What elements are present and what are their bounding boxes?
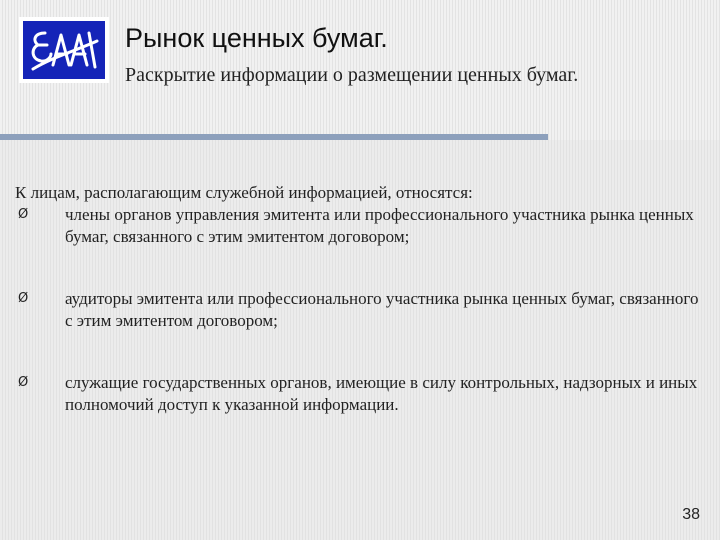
arrowhead-bullet-icon: Ø xyxy=(18,207,29,222)
list-item xyxy=(15,204,705,248)
arrowhead-bullet-icon: Ø xyxy=(18,291,29,306)
bullet-list xyxy=(15,204,705,416)
header-divider xyxy=(0,134,548,140)
list-item xyxy=(15,288,705,332)
logo xyxy=(19,17,109,83)
list-item-text: аудиторы эмитента или профессионального участника рынка ценных бумаг, связанного с этим эмитентом договором; xyxy=(65,289,699,330)
list-item xyxy=(15,372,705,416)
arrowhead-bullet-icon: Ø xyxy=(18,375,29,390)
monogram-logo-icon xyxy=(23,21,105,79)
slide-content xyxy=(15,182,705,416)
page-number: 38 xyxy=(682,506,700,523)
page-title: Рынок ценных бумаг. xyxy=(125,23,388,53)
list-item-text: члены органов управления эмитента или профессионального участника рынка ценных бумаг, связанного с этим эмитентом договором; xyxy=(65,205,694,246)
list-item-text: служащие государственных органов, имеющие в силу контрольных, надзорных и иных полномочий доступ к указанной информации. xyxy=(65,373,698,414)
page-subtitle: Раскрытие информации о размещении ценных бумаг. xyxy=(125,64,579,86)
lead-paragraph: К лицам, располагающим служебной информацией, относятся: xyxy=(15,183,473,202)
